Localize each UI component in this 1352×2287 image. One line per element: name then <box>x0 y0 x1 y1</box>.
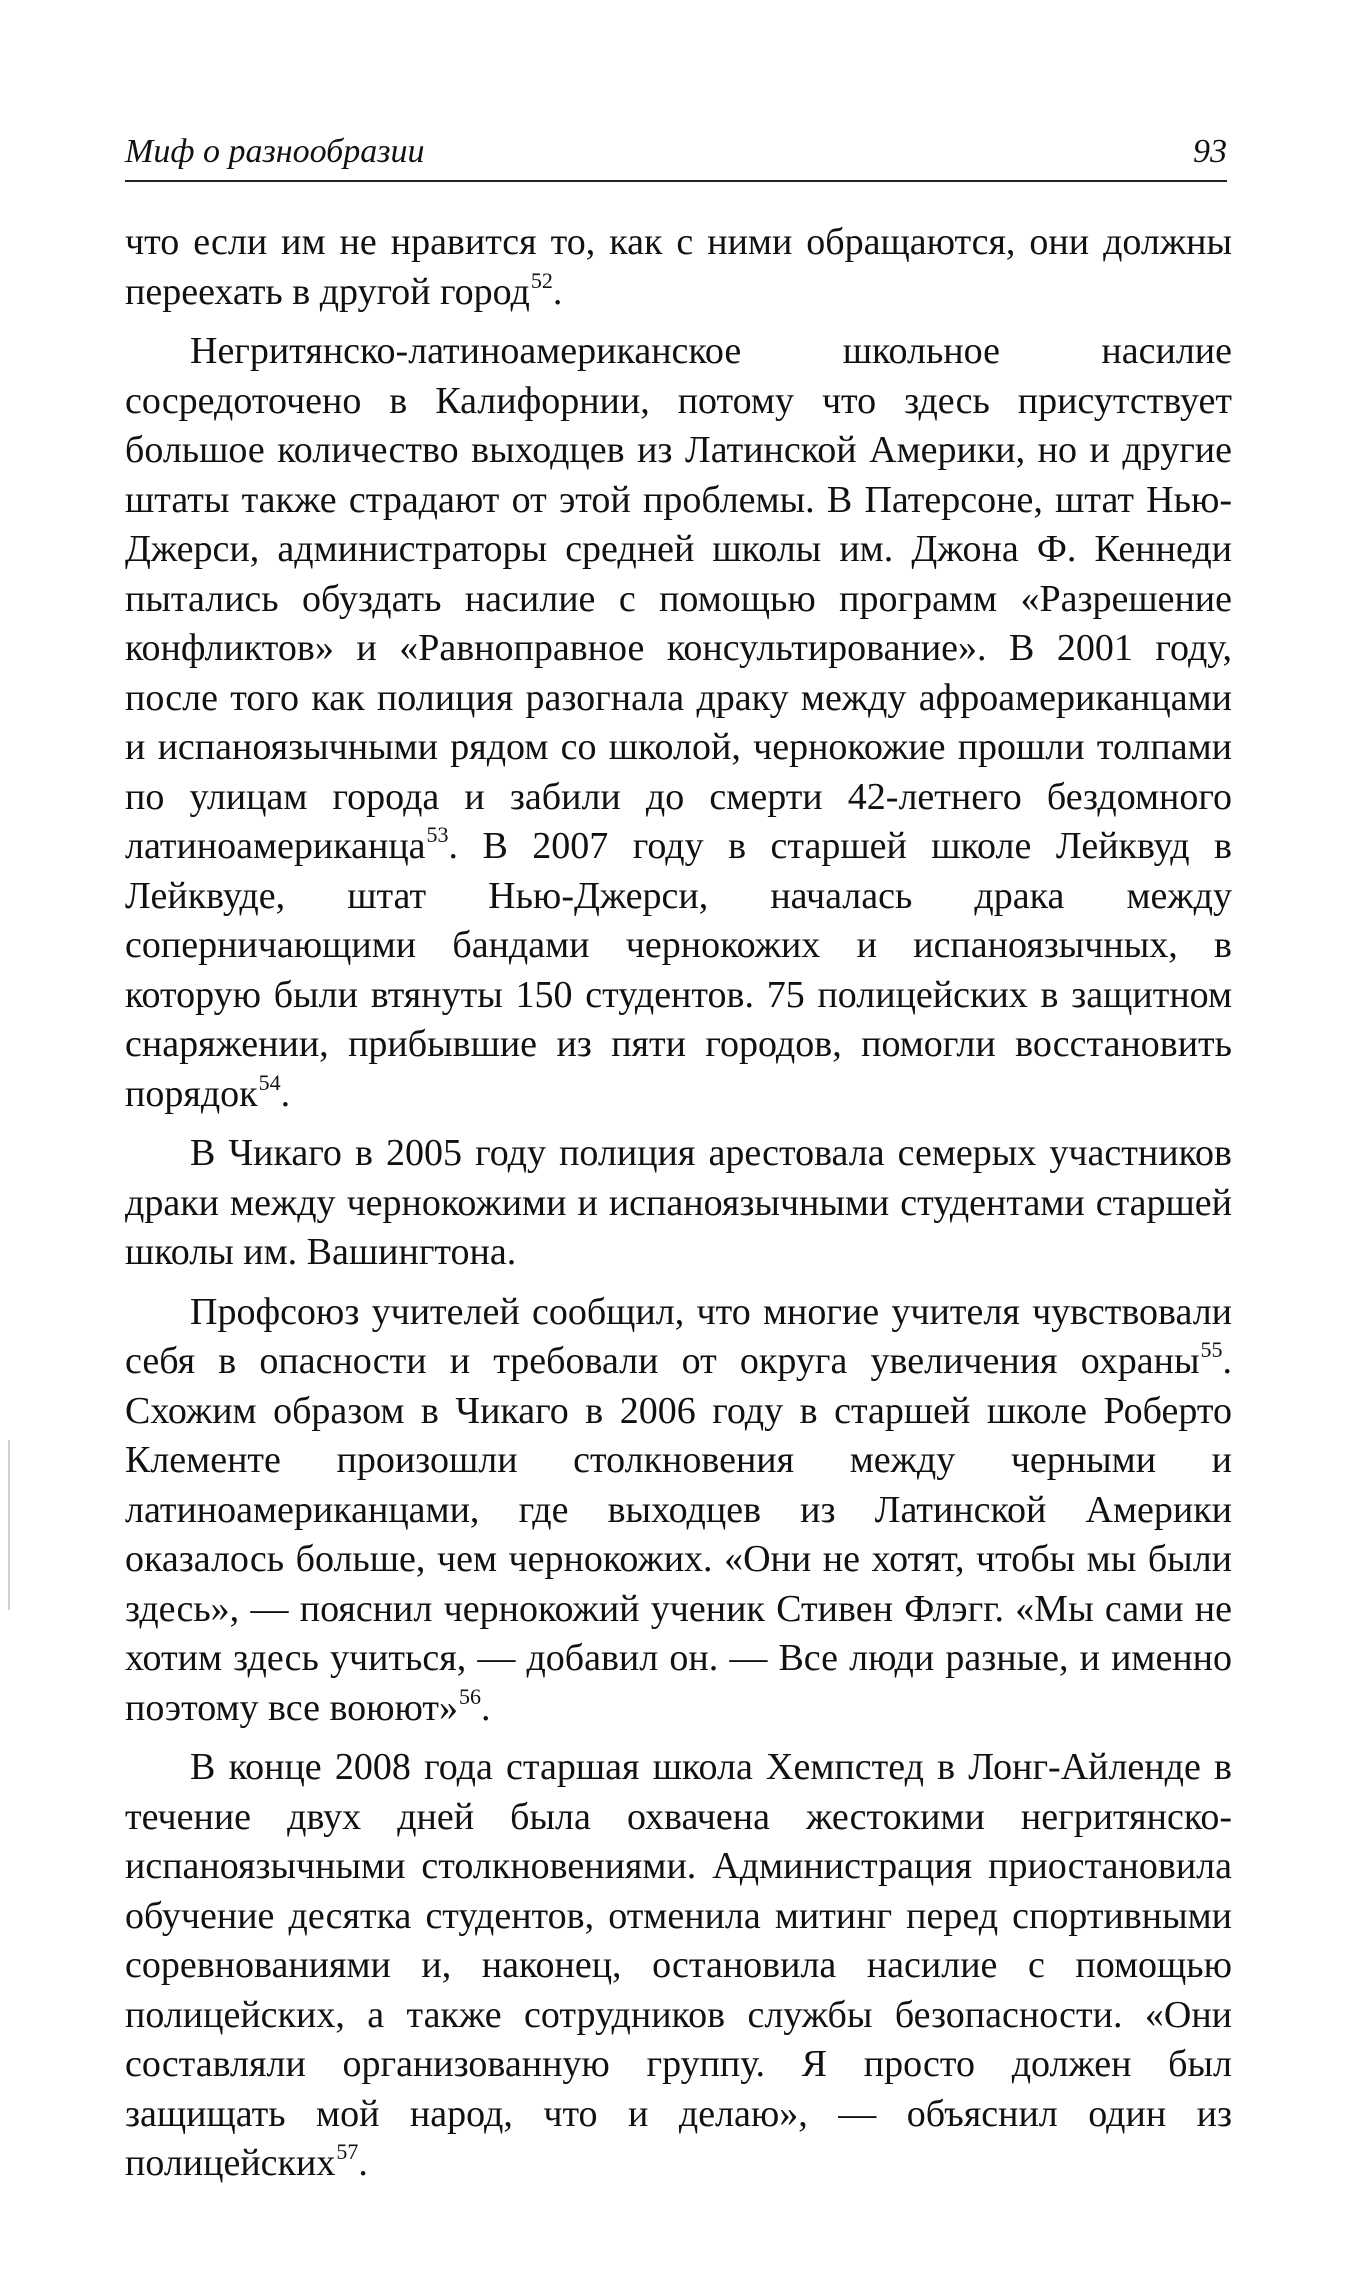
paragraph-5-text: В конце 2008 года старшая школа Хемпстед в Лонг-Айленде в течение двух дней была охвачена жестокими негритянско-испаноязычными столкновениями. Администрация приостановила обучение десятка студентов, отменила митинг перед спортивными соревнованиями и, наконец, остановила насилие с помощью полицейских, а также сотрудников службы безопасности. «Они составляли организованную группу. Я просто должен был защищать мой народ, что и делаю», — объяснил один из полицейских <box>125 1746 1232 2184</box>
paragraph-4-text: Профсоюз учителей сообщил, что многие учителя чувствовали себя в опасности и требовали от округа увеличения охраны <box>125 1290 1232 1382</box>
paragraph-5-tail: . <box>358 2142 368 2184</box>
paragraph-4-text-2: . Схожим образом в Чикаго в 2006 году в старшей школе Роберто Клементе произошли столкновения между черными и латиноамериканцами, где выходцев из Латинской Америки оказалось больше, чем чернокожих. «Они не хотят, чтобы мы были здесь», — пояснил чернокожий ученик Стивен Флэгг. «Мы сами не хотим здесь учиться, — добавил он. — Все люди разные, и именно поэтому все воюют» <box>125 1340 1232 1729</box>
footnote-ref-57: 57 <box>336 2139 359 2164</box>
paragraph-2-text: Негритянско-латиноамериканское школьное насилие сосредоточено в Калифорнии, потому что здесь присутствует большое количество выходцев из Латинской Америки, но и другие штаты также страдают от этой проблемы. В Патерсоне, штат Нью-Джерси, администраторы средней школы им. Джона Ф. Кеннеди пытались обуздать насилие с помощью программ «Разрешение конфликтов» и «Равноправное консультирование». В 2001 году, после того как полиция разогнала драку между афроамериканцами и испаноязычными рядом со школой, чернокожие прошли толпами по улицам города и забили до смерти 42-летнего бездомного латиноамериканца <box>125 330 1232 867</box>
paragraph-4-tail: . <box>481 1686 491 1729</box>
paragraph-1 <box>125 218 1232 317</box>
footnote-ref-56: 56 <box>459 1683 482 1709</box>
paragraph-1-tail: . <box>552 270 563 313</box>
paragraph-2 <box>125 327 1232 1119</box>
paragraph-3-text: В Чикаго в 2005 году полиция арестовала семерых участников драки между чернокожими и испаноязычными студентами старшей школы им. Вашингтона. <box>125 1132 1232 1273</box>
paragraph-2-text-2: . В 2007 году в старшей школе Лейквуд в Лейквуде, штат Нью-Джерси, началась драка между соперничающими бандами чернокожих и испаноязычных, в которую были втянуты 150 студентов. 75 полицейских в защитном снаряжении, прибывшие из пяти городов, помогли восстановить порядок <box>125 825 1232 1115</box>
scan-edge-artifact <box>8 1440 10 1610</box>
paragraph-2-tail: . <box>280 1072 291 1115</box>
paragraph-5 <box>125 1743 1232 2189</box>
footnote-ref-52: 52 <box>530 267 553 293</box>
paragraph-4 <box>125 1288 1232 1734</box>
page-number: 93 <box>1193 133 1227 170</box>
footnote-ref-53: 53 <box>426 822 449 847</box>
footnote-ref-55: 55 <box>1200 1337 1223 1362</box>
running-title: Миф о разнообразии <box>125 133 425 170</box>
paragraph-3 <box>125 1129 1232 1278</box>
body-text <box>125 218 1232 2199</box>
running-head <box>125 130 1227 182</box>
paragraph-1-text: что если им не нравится то, как с ними обращаются, они должны переехать в другой город <box>125 221 1232 313</box>
footnote-ref-54: 54 <box>258 1069 281 1095</box>
